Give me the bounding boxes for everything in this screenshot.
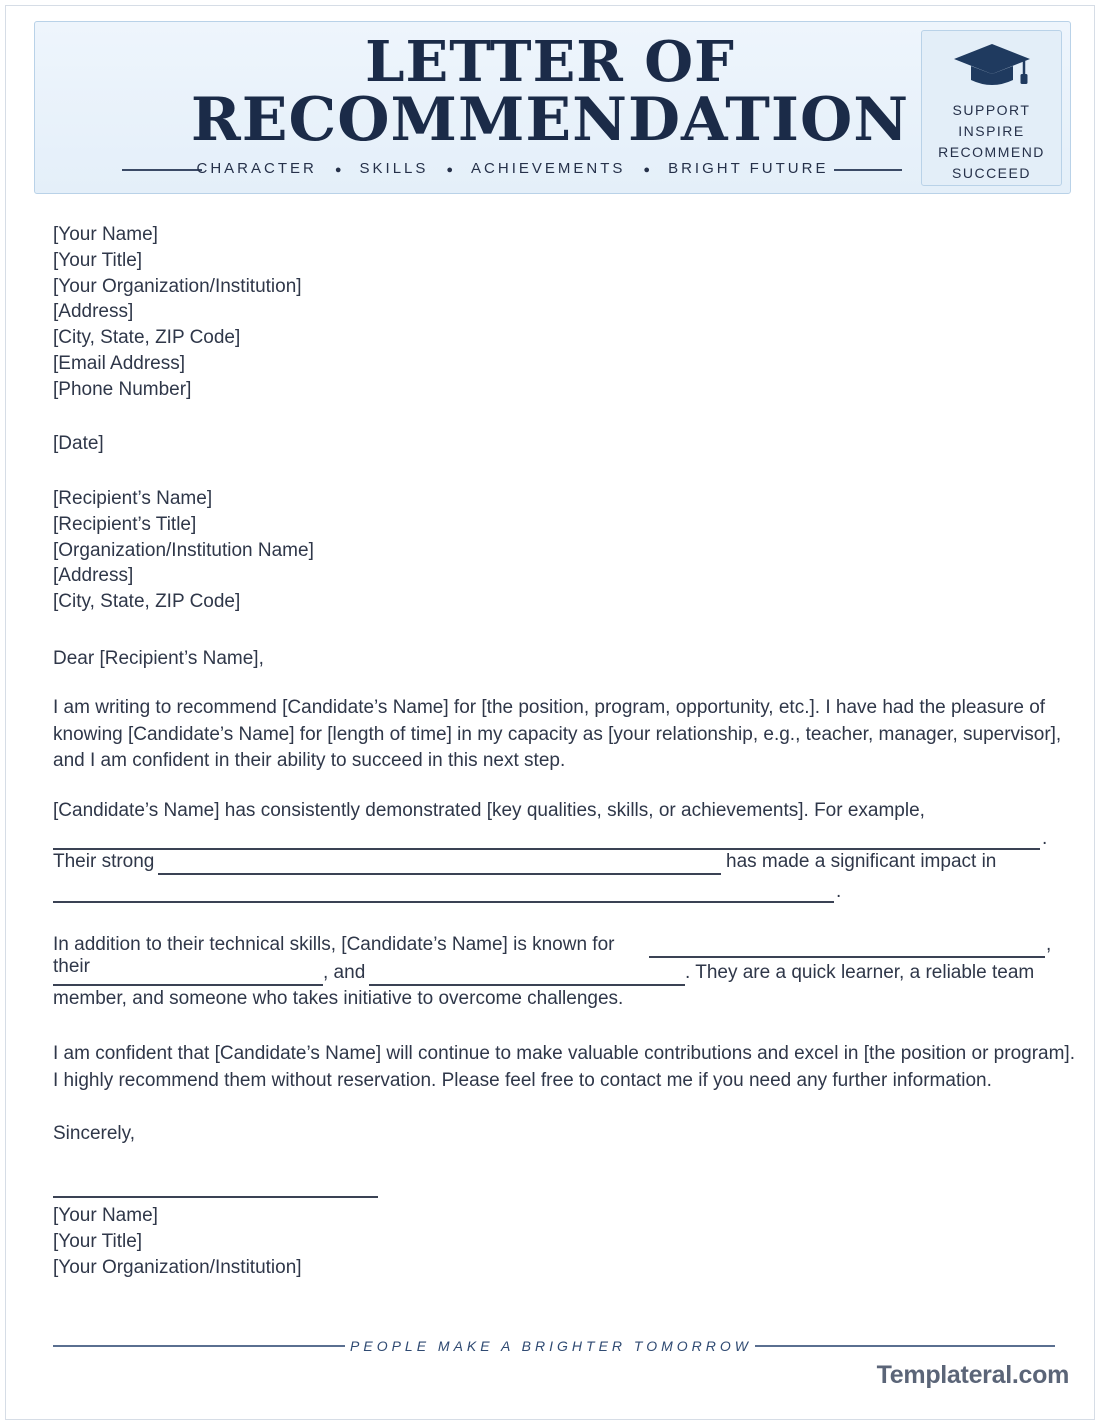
tagline-separator: ●: [334, 164, 342, 176]
badge-word-support: SUPPORT: [952, 102, 1031, 118]
fill-in-blank[interactable]: [649, 956, 1045, 958]
recipient-name: [Recipient’s Name]: [53, 488, 213, 509]
period: .: [1042, 828, 1048, 849]
comma: ,: [1046, 934, 1052, 955]
paragraph-soft-skills-end: member, and someone who takes initiative to overcome challenges.: [53, 988, 624, 1009]
footer-motto: PEOPLE MAKE A BRIGHTER TOMORROW: [350, 1338, 752, 1354]
tagline-item-character: CHARACTER: [196, 160, 317, 177]
values-badge: [921, 30, 1062, 186]
quick-learner-label: . They are a quick learner, a reliable team: [685, 962, 1035, 983]
paragraph-soft-skills-start: In addition to their technical skills, [Candidate’s Name] is known for their: [53, 934, 615, 977]
brand-logo-text[interactable]: Templateral.com: [876, 1361, 1069, 1389]
signature-line[interactable]: [53, 1196, 378, 1198]
recipient-address: [Address]: [53, 565, 134, 587]
fill-in-blank[interactable]: [53, 984, 323, 986]
badge-word-inspire: INSPIRE: [958, 123, 1025, 139]
recipient-city-state-zip: [City, State, ZIP Code]: [53, 591, 241, 613]
badge-words: [922, 100, 1061, 184]
fill-in-blank[interactable]: [53, 901, 834, 903]
title-line-1: LETTER OF: [365, 29, 735, 95]
badge-word-succeed: SUCCEED: [952, 165, 1031, 181]
tagline-item-bright-future: BRIGHT FUTURE: [668, 160, 829, 177]
sender-title: [Your Title]: [53, 249, 143, 271]
recipient-organization: [Organization/Institution Name]: [53, 539, 314, 561]
fill-in-blank[interactable]: [53, 848, 1040, 850]
signature-title: [Your Title]: [53, 1230, 143, 1252]
recipient-title: [Recipient’s Title]: [53, 513, 197, 535]
signature-organization: [Your Organization/Institution]: [53, 1256, 302, 1278]
sender-phone: [Phone Number]: [53, 378, 192, 400]
sender-city-state-zip: [City, State, ZIP Code]: [53, 327, 241, 349]
badge-word-recommend: RECOMMEND: [938, 144, 1045, 160]
sender-block: [53, 222, 1063, 403]
sender-name: [Your Name]: [53, 224, 158, 245]
letter-date: [Date]: [53, 433, 104, 454]
their-strong-label: Their strong: [53, 851, 155, 872]
period: .: [836, 881, 842, 902]
paragraph-qualities: [Candidate’s Name] has consistently demonstrated [key qualities, skills, or achievements]. For example,: [53, 800, 925, 821]
fill-in-blank[interactable]: [369, 984, 685, 986]
fill-in-blank[interactable]: [158, 873, 721, 875]
and-label: , and: [323, 962, 366, 983]
signature-name: [Your Name]: [53, 1205, 158, 1226]
tagline-separator: ●: [643, 164, 651, 176]
sender-email: [Email Address]: [53, 352, 185, 374]
sender-address: [Address]: [53, 301, 134, 323]
tagline-item-skills: SKILLS: [359, 160, 429, 177]
tagline-separator: ●: [446, 164, 454, 176]
closing: Sincerely,: [53, 1123, 136, 1144]
paragraph-conclusion: I am confident that [Candidate’s Name] will continue to make valuable contributions and excel in [the position or program]. I highly recommend them without reservation. Please feel free to contact me if you need any further information.: [53, 1043, 1075, 1091]
graduation-cap-icon: [952, 42, 1032, 92]
paragraph-introduction: I am writing to recommend [Candidate’s Name] for [the position, program, opportunity, etc.]. I have had the pleasure of knowing [Candidate’s Name] for [length of time] in my capacity as [your relationship, e.g., teacher, manager, supervisor], and I am confident in their ability to succeed in this next step.: [53, 697, 1062, 771]
salutation: Dear [Recipient’s Name],: [53, 648, 264, 669]
impact-label: has made a significant impact in: [726, 851, 997, 872]
recipient-block: [53, 486, 1063, 615]
tagline-item-achievements: ACHIEVEMENTS: [471, 160, 626, 177]
sender-organization: [Your Organization/Institution]: [53, 275, 302, 297]
tagline: [0, 159, 1025, 180]
title-line-2: RECOMMENDATION: [190, 85, 910, 155]
signature-block: [53, 1203, 1063, 1280]
